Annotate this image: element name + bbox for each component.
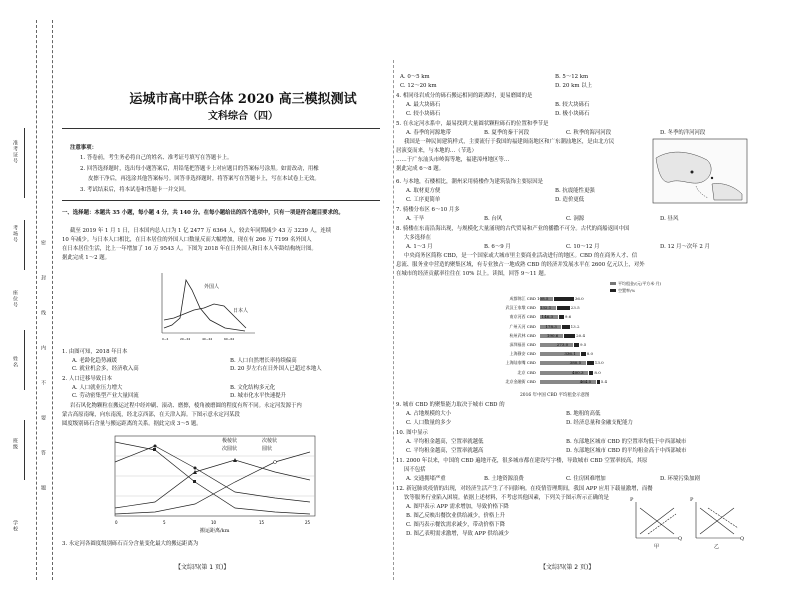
q12-option-a: A. 图甲表示 APP 需求增加，导致价格下降 bbox=[406, 504, 509, 510]
q1-option-d: D. 20 岁左右在日外国人已超过本地人 bbox=[230, 366, 322, 372]
side-label: 准考证号 bbox=[12, 140, 18, 164]
fig2-legend-rounded: 圆状 bbox=[262, 446, 273, 452]
bar-vacancy-value: 8.0 bbox=[586, 351, 594, 357]
bar-rent-value: 273.0 bbox=[556, 342, 569, 347]
dashed-line-outer bbox=[36, 20, 37, 580]
bar-category-label: 上海静安 CBD bbox=[509, 351, 536, 357]
q1-stem: 1. 由图可知，2018 年日本 bbox=[62, 349, 128, 355]
q11-option-a: A. 交通拥堵严重 bbox=[406, 476, 446, 482]
q7-stem: 7. 骑楼分布区 6～10 月多 bbox=[396, 207, 460, 213]
q5-option-d: D. 冬季的洋河河段 bbox=[660, 130, 706, 136]
legend-swatch-vacancy bbox=[610, 289, 616, 292]
graph1-axis-p: P bbox=[630, 497, 634, 503]
q6-option-a: A. 取材更方便 bbox=[406, 188, 441, 194]
q5-stem: 5. 在永定河水系中，最易找到大量圆状颗粒砾石的位置和季节是 bbox=[396, 121, 549, 127]
bar-category-label: 南京河西 CBD bbox=[509, 314, 536, 320]
q10-option-b: B. 东部地区城市 CBD 的空置率均低于中西部城市 bbox=[566, 439, 687, 445]
field-underline bbox=[24, 330, 25, 390]
graph1-caption: 甲 bbox=[654, 544, 660, 550]
bar-chart-caption: 2016 年中国 CBD 平均租金示意图 bbox=[520, 393, 590, 398]
notes-heading: 注意事项： bbox=[70, 145, 97, 151]
fig2-legend-subangular: 次棱状 bbox=[262, 438, 278, 444]
passage2-line: 圆度级别砾石含量与搬运距离的关系。据此完成 3～5 题。 bbox=[62, 421, 202, 427]
svg-text:0~4: 0~4 bbox=[162, 337, 169, 341]
field-underline bbox=[24, 128, 25, 198]
field-underline bbox=[24, 420, 25, 480]
bar-vacancy-value: 23.5 bbox=[570, 305, 580, 311]
divider bbox=[62, 128, 380, 129]
series-rounded bbox=[115, 452, 310, 514]
graph2-caption: 乙 bbox=[714, 544, 720, 550]
passage2-line: 岩石风化物颗粒在搬运过程中经冲刷、滚动、磨擦，棱角被磨圆的程度有所不同。永定河发源于内 bbox=[70, 403, 302, 409]
field-underline bbox=[24, 220, 25, 270]
passage2-line: 蒙古高原南缘，向东南流，经北京西部，在天津入海。下图示意永定河某段 bbox=[62, 412, 240, 418]
q12-stem-cont: 饮等服务行业陷入困境。依据上述材料，不考虑其他因素，下列关于图示所示正确的是 bbox=[404, 495, 609, 501]
bar-category-label: 北京金融街 CBD bbox=[505, 378, 536, 384]
bar-rent-value: 178.3 bbox=[545, 323, 557, 329]
seal-char: 线 bbox=[40, 310, 46, 316]
svg-text:0: 0 bbox=[115, 520, 118, 525]
q4-option-a: A. 最大块砾石 bbox=[406, 102, 441, 108]
bar-vacancy-value: 13.0 bbox=[594, 360, 604, 366]
bar-rent-value: 336.1 bbox=[564, 351, 576, 357]
q5-option-c: C. 秋季的海河河段 bbox=[566, 130, 612, 136]
side-label: 班级 bbox=[12, 438, 18, 450]
q11-option-c: C. 住房困难增加 bbox=[566, 476, 606, 482]
q4-option-d: D. 极小块砾石 bbox=[555, 111, 590, 117]
q6-stem: 6. 与本地，石楼相比，潮州采用骑楼作为建筑装饰主要原因是 bbox=[396, 179, 544, 185]
q11-option-b: B. 土地资源浪费 bbox=[484, 476, 524, 482]
bar-vacancy bbox=[574, 343, 579, 347]
svg-text:15: 15 bbox=[259, 520, 265, 525]
bar-vacancy bbox=[554, 297, 574, 301]
exam-title: 运城市高中联合体 2020 高三模拟测试 bbox=[129, 92, 357, 107]
legend-rent: 平均租金/(元/平方米·月) bbox=[618, 281, 662, 286]
passage3-line: 我国是一种民间建筑样式，主要流行于我国的福建闽南地区和广东潮汕地区，是由北方民 bbox=[404, 139, 615, 145]
q8-option-c: C. 10～12 月 bbox=[566, 244, 600, 250]
legend-vacancy: 空置率/% bbox=[618, 288, 636, 293]
q4-stem: 4. 相同母岩成分的砾石搬运相同的距离时，更易磨圆的是 bbox=[396, 93, 533, 99]
bar-rent-value: 146.3 bbox=[541, 314, 553, 320]
section1-heading: 一、选择题：本题共 35 小题，每小题 4 分，共 140 分。在每小题给出的四个选项中，只有一项是符合题目要求的。 bbox=[62, 210, 344, 216]
passage4-line: 在城市的经济贡献率往往在 10% 以上。读图，回答 9～11 题。 bbox=[396, 271, 550, 277]
bar-vacancy-value: 9.5 bbox=[579, 342, 587, 347]
bar-category-label: 杭州武林 CBD bbox=[509, 332, 536, 338]
bar-category-label: 武汉王家墩 CBD bbox=[505, 305, 536, 311]
q3-option-d: D. 20 km 以上 bbox=[555, 83, 593, 89]
q2-stem: 2. 人口迁移导致日本 bbox=[62, 376, 112, 382]
q10-stem: 10. 图中显示 bbox=[396, 430, 428, 436]
age-structure-figure bbox=[150, 268, 260, 343]
q4-option-b: B. 较大块砾石 bbox=[555, 102, 590, 108]
q1-option-a: A. 老龄化趋势减缓 bbox=[72, 358, 118, 364]
notes-item: 皮擦干净后，再选涂其他答案标号。回答非选择题时，将答案写在答题卡上，写在本试卷上无效。 bbox=[88, 176, 320, 182]
passage-line: 10 年减少。与日本人口相比，在日本居住的外国人口数量反而大幅增加，现在有 266 万 7199 名外国人 bbox=[62, 237, 312, 243]
bar-vacancy bbox=[562, 325, 569, 329]
side-label: 座位号 bbox=[12, 290, 18, 308]
side-label: 姓名 bbox=[12, 356, 18, 368]
bar-vacancy-value: 9.6 bbox=[564, 314, 572, 320]
bar-rent-value: 190.6 bbox=[546, 332, 559, 338]
side-label: 考场号 bbox=[12, 225, 18, 243]
dashed-line-inner bbox=[52, 20, 53, 580]
bar-vacancy bbox=[559, 315, 564, 319]
q3-stem: 3. 永定河各圆度级别砾石百分含量变化最大的搬运距离为 bbox=[62, 541, 199, 547]
q6-option-d: D. 造价更低 bbox=[555, 197, 585, 203]
fig2-legend-angular: 极棱状 bbox=[222, 438, 238, 444]
q10-option-a: A. 平均租金越高，空置率就越低 bbox=[406, 439, 484, 445]
passage-line: 截至 2019 年 1 月 1 日，日本国内总人口为 1 亿 2477 万 6364 人，较去年同期减少 43 万 3239 人，连续 bbox=[70, 228, 332, 234]
svg-text:20~24: 20~24 bbox=[180, 337, 191, 341]
q11-option-d: D. 环境污染加剧 bbox=[660, 476, 700, 482]
gravel-roundness-figure bbox=[95, 432, 335, 532]
q10-option-c: C. 平均租金越高，空置率就越高 bbox=[406, 448, 484, 454]
fig2-legend-subrounded: 次圆状 bbox=[222, 446, 238, 452]
q9-option-a: A. 占地规模的大小 bbox=[406, 411, 452, 417]
bar-rent-value: 108.5 bbox=[537, 296, 549, 301]
q12-option-d: D. 图乙表明需求激增，导致 APP 供给减少 bbox=[406, 531, 509, 537]
seal-char: 不 bbox=[40, 380, 46, 386]
bar-vacancy-value: 13.2 bbox=[570, 323, 580, 329]
passage4-line: 息流、服务业中营造的聚集区域，有专业独占一地成熟 CBD 的经济并发展水平在 2600 亿元以上，对外 bbox=[396, 262, 645, 268]
exam-subtitle: 文科综合（四） bbox=[208, 111, 278, 122]
bar-vacancy bbox=[587, 361, 594, 365]
series-subrounded bbox=[115, 460, 310, 508]
q1-option-b: B. 人口自然增长率持续偏高 bbox=[230, 358, 297, 364]
supply-demand-graphs bbox=[628, 498, 748, 546]
graph2-axis-p: P bbox=[690, 497, 694, 503]
q2-option-b: B. 文化结构多元化 bbox=[230, 385, 276, 391]
fig1-label-japanese: 日本人 bbox=[233, 308, 249, 314]
q3-option-b: B. 5～12 km bbox=[555, 74, 589, 80]
seal-char: 封 bbox=[40, 275, 46, 281]
svg-text:10: 10 bbox=[211, 520, 217, 525]
fig2-xlabel: 搬运距离/km bbox=[200, 528, 230, 534]
notes-item: 2. 回答选择题时，选出每小题答案后，用铅笔把答题卡上对应题目的答案标号涂黑。如需改动，用橡 bbox=[80, 166, 319, 172]
notes-item: 1. 答卷前，考生务必将自己的姓名、准考证号填写在答题卡上。 bbox=[80, 155, 233, 161]
bar-vacancy bbox=[557, 306, 570, 310]
q10-option-d: D. 东部地区城市 CBD 的平均租金高于中西部城市 bbox=[566, 448, 687, 454]
svg-text:5: 5 bbox=[163, 520, 166, 525]
bar-rent-value: 380.5 bbox=[569, 360, 582, 366]
passage-line: 据此完成 1～2 题。 bbox=[62, 255, 111, 261]
q9-option-d: D. 经济总量和金融支配能力 bbox=[566, 420, 633, 426]
bar-category-label: 成都锦江 CBD bbox=[509, 296, 536, 301]
bar-rent-value: 400.3 bbox=[572, 369, 584, 375]
seal-char: 答 bbox=[40, 450, 46, 456]
q8-option-a: A. 1～3 月 bbox=[406, 244, 433, 250]
q3-option-a: A. 0～5 km bbox=[400, 74, 430, 80]
fig1-label-foreigners: 外国人 bbox=[204, 284, 220, 290]
q5-option-a: A. 春季的河源地带 bbox=[406, 130, 452, 136]
bar-vacancy-value: 8.0 bbox=[594, 369, 601, 375]
bar-vacancy-value: 5.4 bbox=[600, 378, 608, 384]
q12-option-c: C. 图丙表示餐饮需求减少，带动价格下降 bbox=[406, 522, 506, 528]
svg-text:60~64: 60~64 bbox=[224, 337, 235, 341]
footer-left: 【文综四(第 1 页)】 bbox=[175, 564, 230, 571]
q7-option-b: B. 台风 bbox=[484, 216, 503, 222]
q5-option-b: B. 夏季的秦干河段 bbox=[484, 130, 530, 136]
bar-vacancy bbox=[589, 371, 593, 375]
seal-char: 密 bbox=[40, 240, 46, 246]
bar-category-label: 广州天河 CBD bbox=[509, 323, 536, 329]
bar-vacancy-value: 20.4 bbox=[576, 332, 585, 338]
q8-option-b: B. 6～9 月 bbox=[484, 244, 511, 250]
q2-option-c: C. 劳动密集型产业大量回流 bbox=[72, 393, 139, 399]
q8-stem-cont: 大多选择在 bbox=[404, 235, 431, 241]
q1-option-c: C. 就业机会多，经济收入高 bbox=[72, 366, 139, 372]
q8-option-d: D. 12 月～次年 2 月 bbox=[660, 244, 710, 250]
graph2-axis-q: Q bbox=[740, 536, 745, 542]
q6-option-b: B. 抗震能性更强 bbox=[555, 188, 595, 194]
legend-swatch-rent bbox=[610, 282, 616, 285]
side-label: 学校 bbox=[12, 520, 18, 532]
bar-rent-value: 464.5 bbox=[579, 378, 592, 384]
bar-vacancy bbox=[581, 352, 585, 356]
bar-category-label: 北京 CBD bbox=[517, 369, 536, 375]
q3-option-c: C. 12～20 km bbox=[400, 83, 437, 89]
notes-item: 3. 考试结束后，将本试卷和答题卡一并交回。 bbox=[80, 187, 190, 193]
q9-option-b: B. 地租的高低 bbox=[566, 411, 601, 417]
q12-stem: 12. 新冠肺炎疫情的出现，对经济生活产生了不同影响。在疫情管理期间，我国 APP 应用下载量激增，而餐 bbox=[396, 486, 653, 492]
footer-right: 【文综四(第 2 页)】 bbox=[540, 564, 595, 571]
bar-category-label: 上海陆家嘴 CBD bbox=[505, 360, 536, 366]
q2-option-a: A. 人口就业压力增大 bbox=[72, 385, 123, 391]
passage3-line: ……于广东汕头市岭海等地，福建漳州地区等… bbox=[396, 157, 510, 163]
svg-text:40~44: 40~44 bbox=[202, 337, 213, 341]
seal-char: 题 bbox=[40, 485, 46, 491]
q7-option-a: A. 干旱 bbox=[406, 216, 425, 222]
q11-stem-cont: 因不包括 bbox=[404, 467, 426, 473]
q7-option-c: C. 洞源 bbox=[566, 216, 585, 222]
q9-option-c: C. 人口数量的多少 bbox=[406, 420, 452, 426]
bar-vacancy-value: 36.0 bbox=[574, 296, 584, 301]
passage4-line: 中央商务区简称 CBD，是一个国家或大城市里主要商业活动进行的地区。CBD 的在商务人才、信 bbox=[404, 253, 638, 259]
q9-stem: 9. 城市 CBD 的聚集能力取决于城市 CBD 的 bbox=[396, 402, 505, 408]
divider bbox=[62, 200, 380, 201]
graph1-axis-q: Q bbox=[678, 536, 683, 542]
passage-line: 在日本居住生活，比上一年增加了 16 万 9543 人。下图为 2018 年在日外国人和日本人年龄结构统计图。 bbox=[62, 246, 317, 252]
q2-option-d: D. 城市化水平快速提升 bbox=[230, 393, 287, 399]
q7-option-d: D. 昼风 bbox=[660, 216, 679, 222]
page-divider bbox=[393, 60, 394, 580]
bar-vacancy bbox=[564, 334, 575, 338]
q4-option-c: C. 较小块砾石 bbox=[406, 111, 441, 117]
region-map bbox=[652, 138, 748, 204]
seal-char: 内 bbox=[40, 345, 46, 351]
passage3-line: 居演变而来，与本地的…（节选） bbox=[396, 148, 477, 154]
q8-stem: 8. 骑楼在东南沿海出现，与规模化大量涌现的古代贸易和产业的播撒不可分。古代的商船返回中国 bbox=[396, 226, 630, 232]
q12-option-b: B. 图乙反映出餐饮业供给减少，价格上升 bbox=[406, 513, 506, 519]
q6-option-c: C. 工序更简单 bbox=[406, 197, 441, 203]
passage3-line: 据此完成 6～8 题。 bbox=[396, 166, 445, 172]
svg-text:25: 25 bbox=[305, 520, 311, 525]
bar-rent-value: 132.1 bbox=[539, 305, 552, 311]
bar-category-label: 深圳福田 CBD bbox=[509, 342, 536, 347]
q11-stem: 11. 2000 年以来，中国的 CBD 遍地开花，很多城市都在建设写字楼，导致城市 CBD 空置率较高，其原 bbox=[396, 458, 648, 464]
series-angular bbox=[115, 442, 310, 514]
bar-vacancy bbox=[597, 380, 600, 384]
seal-char: 要 bbox=[40, 415, 46, 421]
